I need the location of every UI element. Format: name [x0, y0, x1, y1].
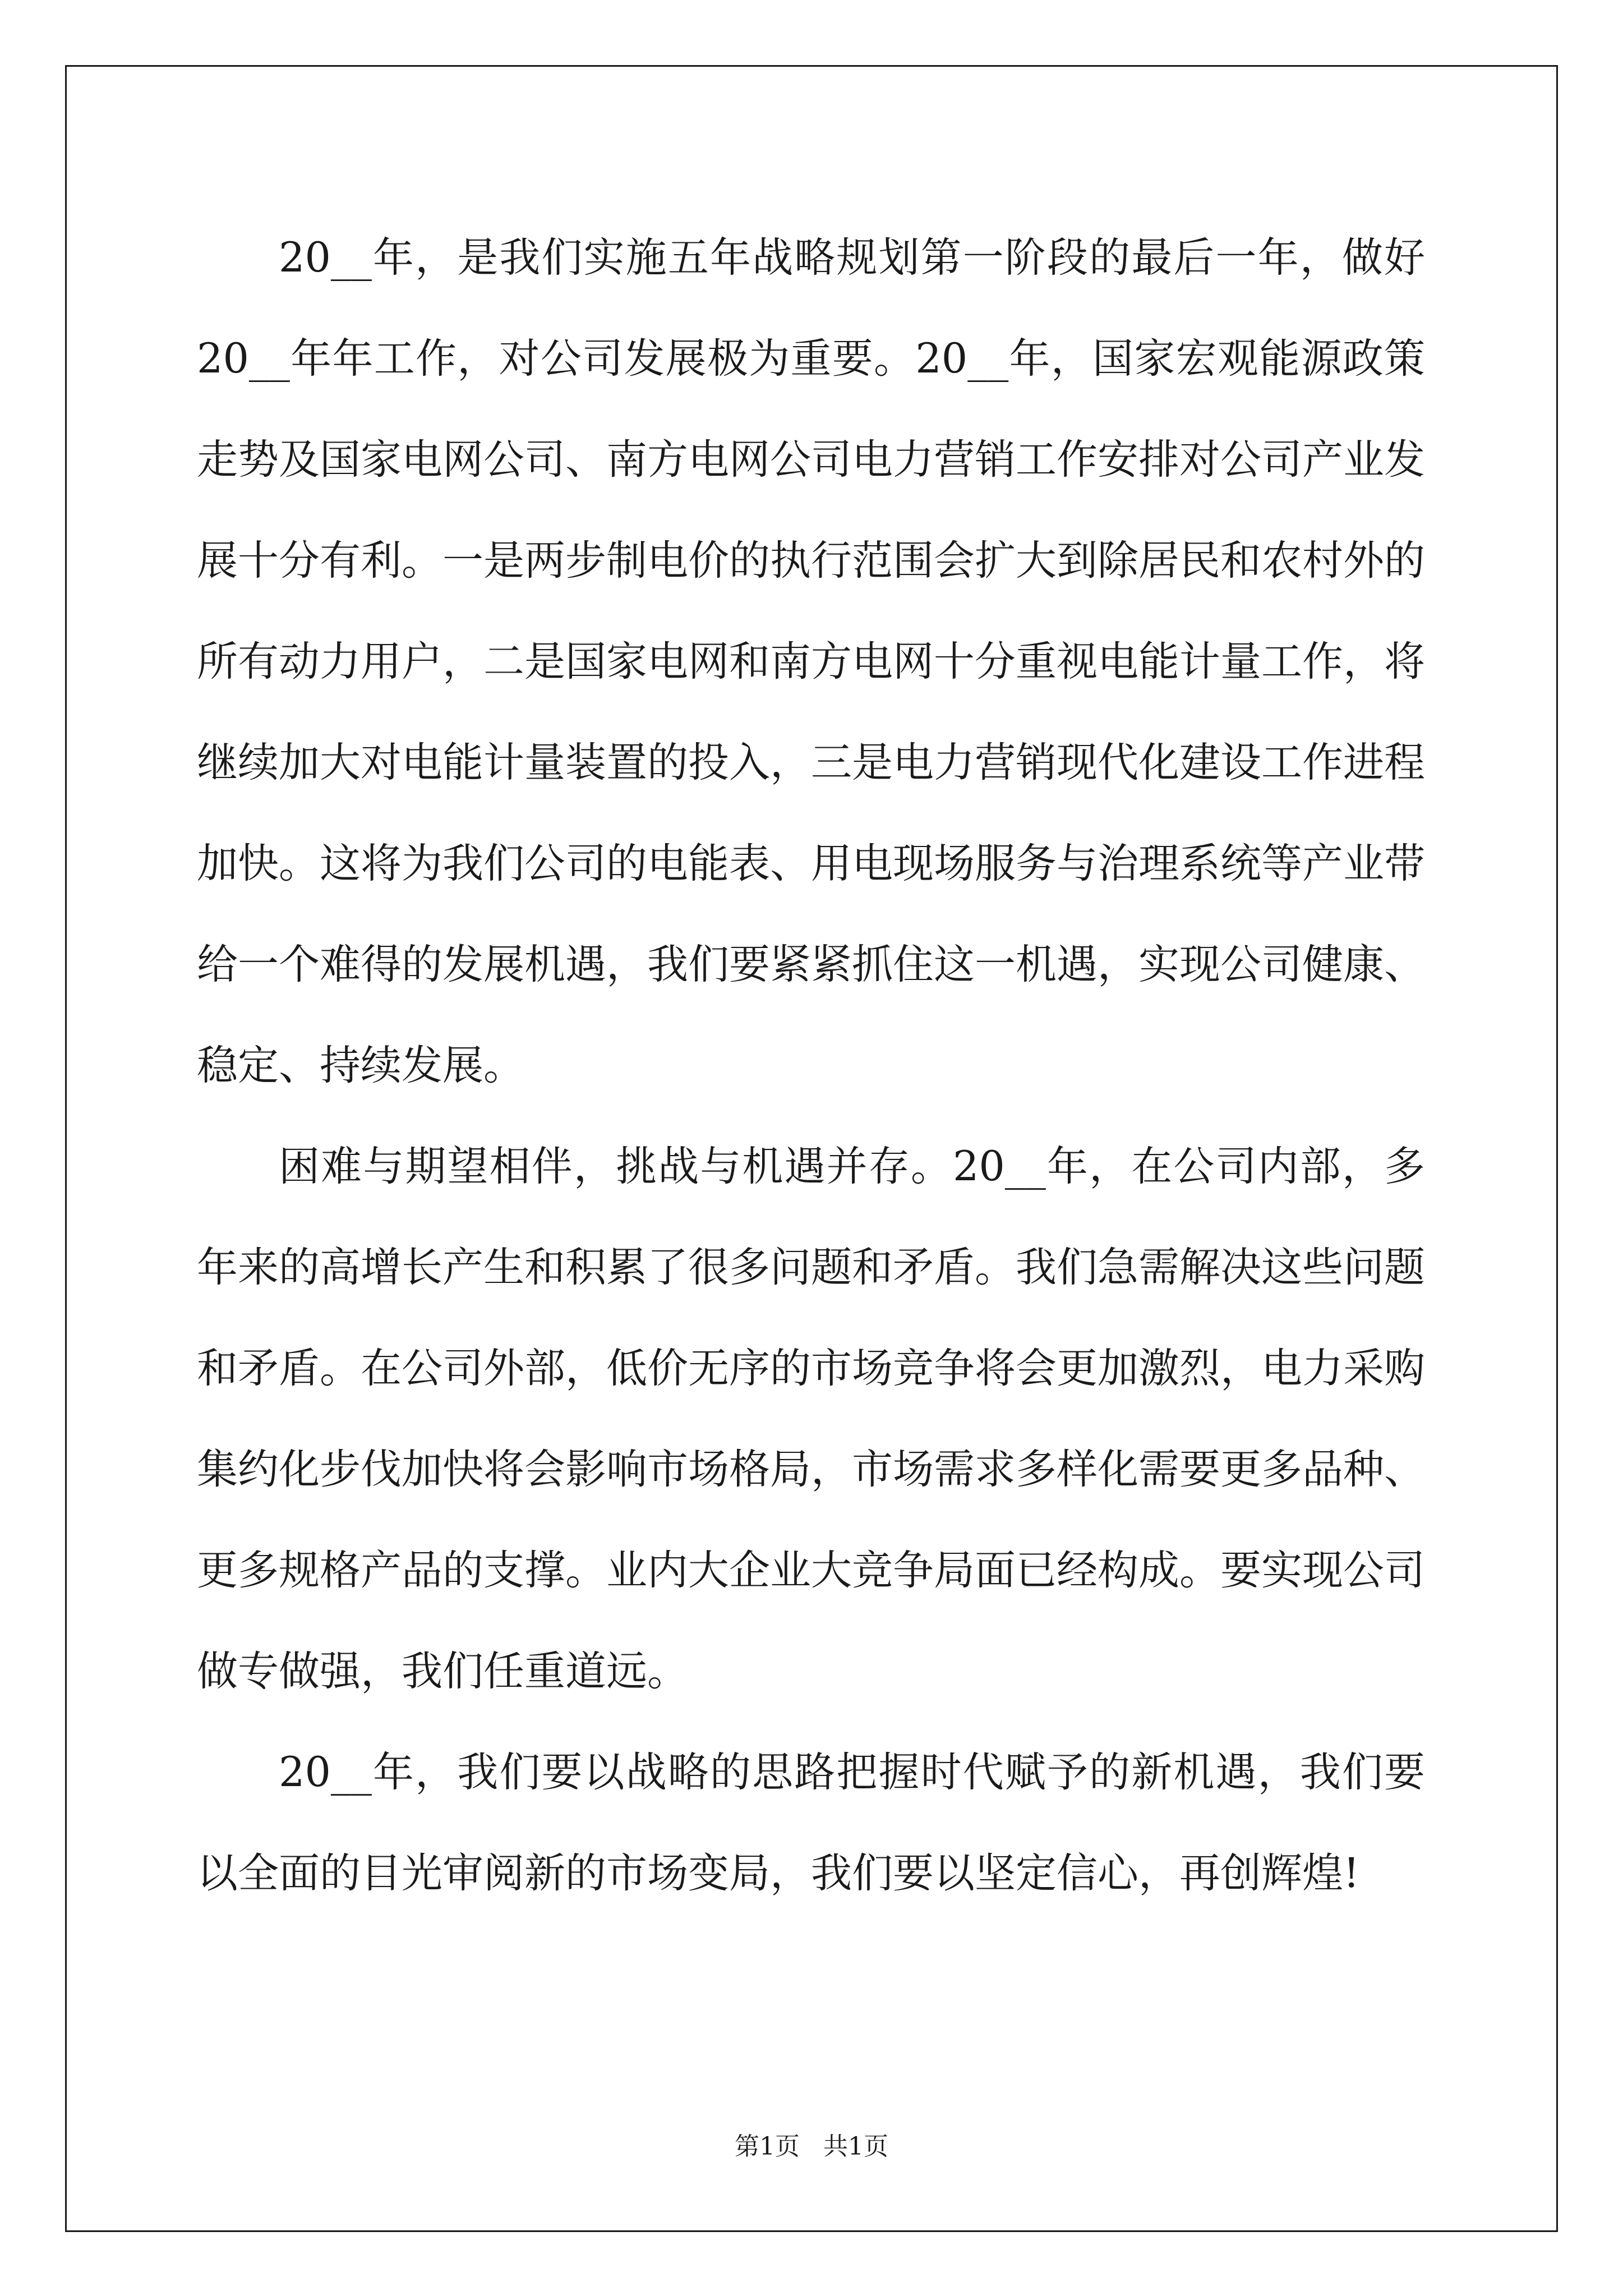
page-footer: 第1页 共1页: [735, 2132, 888, 2161]
paragraph-2: 困难与期望相伴，挑战与机遇并存。20__年，在公司内部，多年来的高增长产生和积累了很多问题和矛盾。我们急需解决这些问题和矛盾。在公司外部，低价无序的市场竞争将会更加激烈，电力采购集约化步伐加快将会影响市场格局，市场需求多样化需要更多品种、更多规格产品的支撑。业内大企业大竞争局面已经构成。要实现公司做专做强，我们任重道远。: [197, 1143, 1425, 1695]
paragraph-3: 20__年，我们要以战略的思路把握时代赋予的新机遇，我们要以全面的目光审阅新的市场变局，我们要以坚定信心，再创辉煌!: [197, 1749, 1425, 1897]
paragraph-1: 20__年，是我们实施五年战略规划第一阶段的最后一年，做好20__年年工作，对公司发展极为重要。20__年，国家宏观能源政策走势及国家电网公司、南方电网公司电力营销工作安排对公司产业发展十分有利。一是两步制电价的执行范围会扩大到除居民和农村外的所有动力用户，二是国家电网和南方电网十分重视电能计量工作，将继续加大对电能计量装置的投入，三是电力营销现代化建设工作进程加快。这将为我们公司的电能表、用电现场服务与治理系统等产业带给一个难得的发展机遇，我们要紧紧抓住这一机遇，实现公司健康、稳定、持续发展。: [197, 234, 1425, 1089]
document-body: [197, 208, 1425, 1924]
